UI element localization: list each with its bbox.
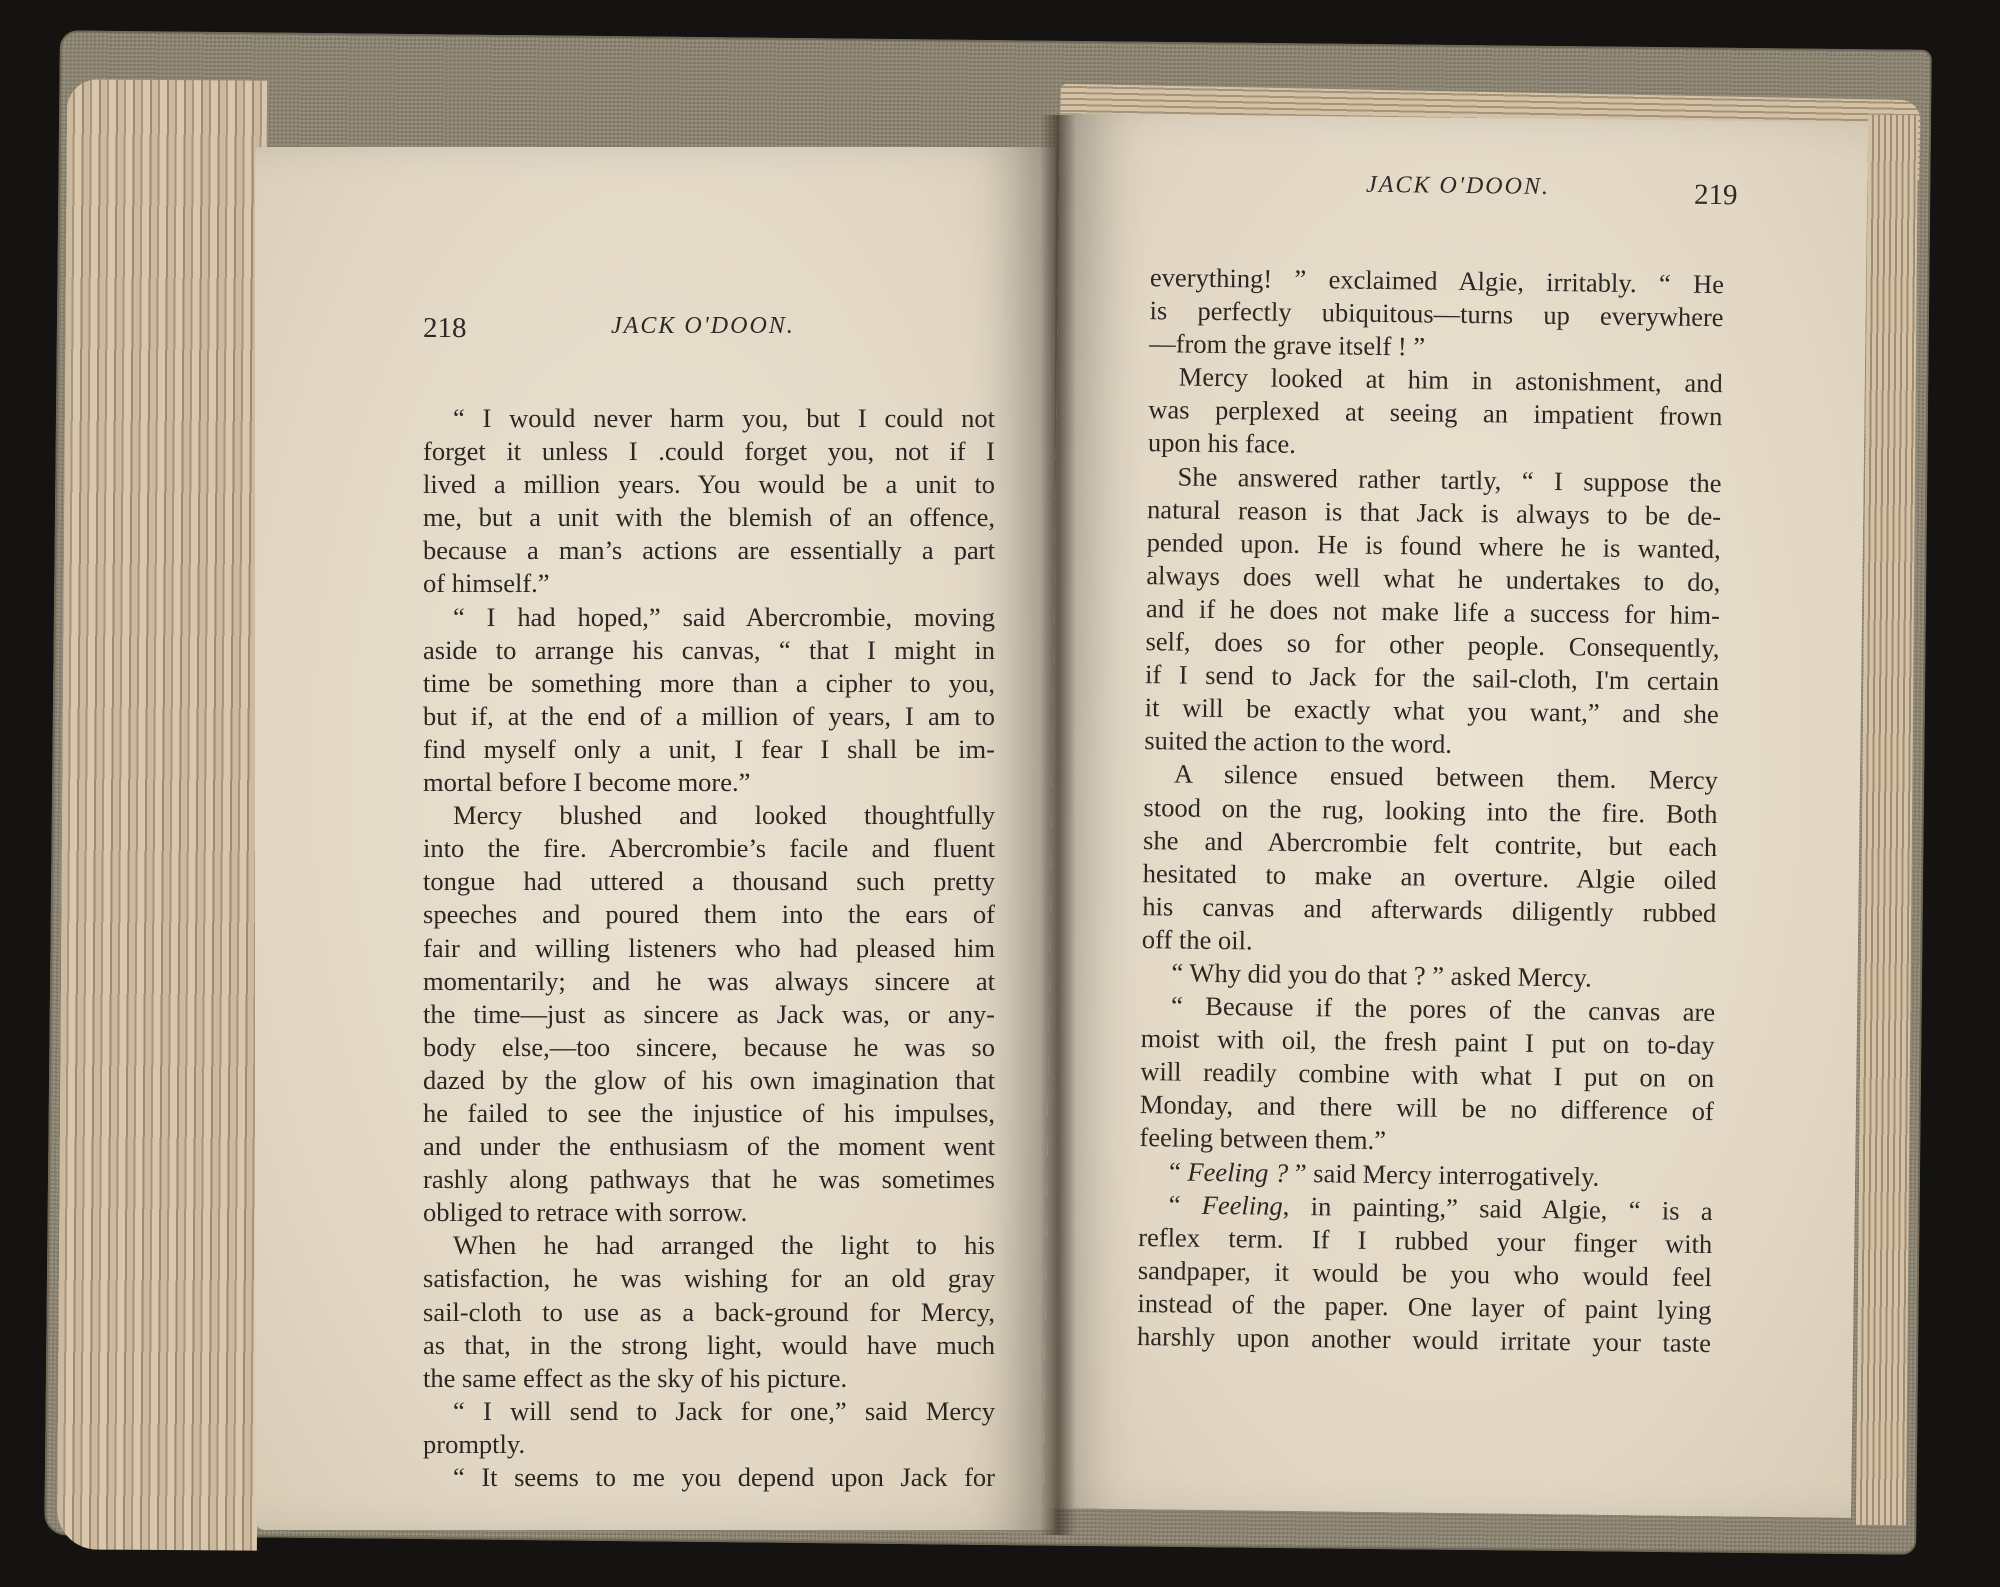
text-line: off the oil.: [1141, 923, 1253, 956]
text-line: “ Feeling ? ” said Mercy interrogatively.: [1168, 1155, 1600, 1192]
text-line: obliged to retrace with sorrow.: [423, 1197, 748, 1228]
text-line: “ Why did you do that ? ” asked Mercy.: [1171, 957, 1592, 993]
page-number-right: 219: [1693, 178, 1738, 212]
text-line: sandpaper, it would be you who would feel: [1137, 1254, 1713, 1292]
text-line: reflex term. If I rubbed your finger with: [1138, 1221, 1713, 1259]
page-edges-left: [57, 79, 267, 1550]
text-line: Monday, and there will be no difference of: [1139, 1089, 1715, 1127]
text-line: tongue had uttered a thousand such pretty: [423, 866, 995, 897]
text-line: because a man’s actions are essentially a part: [423, 535, 995, 566]
text-line: find myself only a unit, I fear I shall be im-: [423, 733, 995, 764]
right-page-text: [1137, 261, 1724, 1360]
text-line: me, but a unit with the blemish of an offence,: [423, 502, 995, 533]
text-line: as that, in the strong light, would have much: [423, 1329, 995, 1360]
text-line: harshly upon another would irritate your taste: [1136, 1321, 1712, 1359]
text-line: When he had arranged the light to his: [453, 1230, 995, 1261]
text-line: speeches and poured them into the ears of: [423, 899, 995, 930]
text-line: “ I had hoped,” said Abercrombie, moving: [453, 601, 995, 632]
text-line: the same effect as the sky of his picture.: [423, 1362, 848, 1393]
text-line: stood on the rug, looking into the fire. Both: [1143, 791, 1718, 829]
left-page: [255, 147, 1055, 1530]
text-line: suited the action to the word.: [1144, 725, 1453, 760]
text-line: moist with oil, the fresh paint I put on to-day: [1140, 1023, 1715, 1061]
right-page: [1043, 113, 1868, 1518]
text-line: always does well what he undertakes to do,: [1146, 559, 1721, 597]
text-line: body else,—too sincere, because he was so: [423, 1031, 995, 1062]
text-line: upon his face.: [1147, 427, 1297, 460]
text-line: she and Abercrombie felt contrite, but each: [1142, 824, 1718, 862]
text-line: everything! ” exclaimed Algie, irritably. “ He: [1149, 262, 1725, 300]
text-line: and if he does not make life a success for him-: [1145, 593, 1721, 631]
text-line: satisfaction, he was wishing for an old gray: [423, 1263, 995, 1294]
text-line: feeling between them.”: [1139, 1122, 1387, 1156]
text-line: rashly along pathways that he was sometimes: [423, 1164, 995, 1195]
text-line: lived a million years. You would be a unit to: [423, 469, 995, 500]
text-line: “ I would never harm you, but I could not: [453, 403, 995, 433]
text-line: forget it unless I .could forget you, not if I: [423, 436, 995, 467]
text-line: into the fire. Abercrombie’s facile and fluent: [423, 833, 995, 864]
text-line: Mercy blushed and looked thoughtfully: [453, 800, 995, 831]
text-line: Mercy looked at him in astonishment, and: [1178, 361, 1723, 399]
text-line: he failed to see the injustice of his impulses,: [423, 1097, 995, 1128]
text-line: aside to arrange his canvas, “ that I might in: [423, 634, 995, 665]
text-line: and under the enthusiasm of the moment went: [423, 1131, 995, 1162]
book-gutter: [1040, 115, 1076, 1535]
text-line: it will be exactly what you want,” and she: [1144, 692, 1719, 730]
running-head-left: JACK O'DOON.: [611, 313, 795, 339]
page-number-left: 218: [423, 312, 467, 344]
text-line: —from the grave itself ! ”: [1149, 328, 1426, 362]
text-line: pended upon. He is found where he is wanted,: [1146, 526, 1721, 564]
text-line: fair and willing listeners who had pleased him: [423, 932, 995, 963]
text-line: momentarily; and he was always sincere at: [423, 965, 995, 996]
text-line: his canvas and afterwards diligently rubbed: [1142, 890, 1717, 928]
text-line: instead of the paper. One layer of paint lying: [1137, 1287, 1712, 1325]
text-line: dazed by the glow of his own imagination that: [423, 1064, 995, 1095]
text-line: A silence ensued between them. Mercy: [1173, 758, 1719, 796]
text-line: mortal before I become more.”: [423, 767, 751, 798]
text-line: sail-cloth to use as a back-ground for Mercy,: [423, 1296, 995, 1327]
text-line: natural reason is that Jack is always to be de-: [1146, 493, 1722, 531]
text-line: if I send to Jack for the sail-cloth, I'm certain: [1144, 659, 1720, 697]
text-line: “ Because if the pores of the canvas are: [1170, 990, 1716, 1028]
text-line: promptly.: [423, 1428, 526, 1459]
text-line: but if, at the end of a million of years, I am to: [423, 700, 995, 731]
text-line: the time—just as sincere as Jack was, or any-: [423, 998, 995, 1029]
text-line: “ It seems to me you depend upon Jack for: [453, 1462, 995, 1492]
text-line: of himself.”: [423, 568, 550, 599]
text-line: She answered rather tartly, “ I suppose the: [1177, 461, 1722, 498]
text-line: “ I will send to Jack for one,” said Mercy: [453, 1395, 995, 1426]
text-line: self, does so for other people. Consequently,: [1145, 626, 1720, 664]
text-line: is perfectly ubiquitous—turns up everywhere: [1149, 295, 1724, 333]
text-line: time be something more than a cipher to you,: [423, 667, 995, 698]
text-line: was perplexed at seeing an impatient frown: [1148, 394, 1723, 432]
text-line: will readily combine with what I put on on: [1140, 1056, 1715, 1094]
left-page-text: [423, 402, 995, 1494]
text-line: “ Feeling, in painting,” said Algie, “ is a: [1168, 1189, 1713, 1226]
text-line: hesitated to make an overture. Algie oiled: [1142, 857, 1717, 895]
running-head-right: JACK O'DOON.: [1365, 171, 1551, 200]
